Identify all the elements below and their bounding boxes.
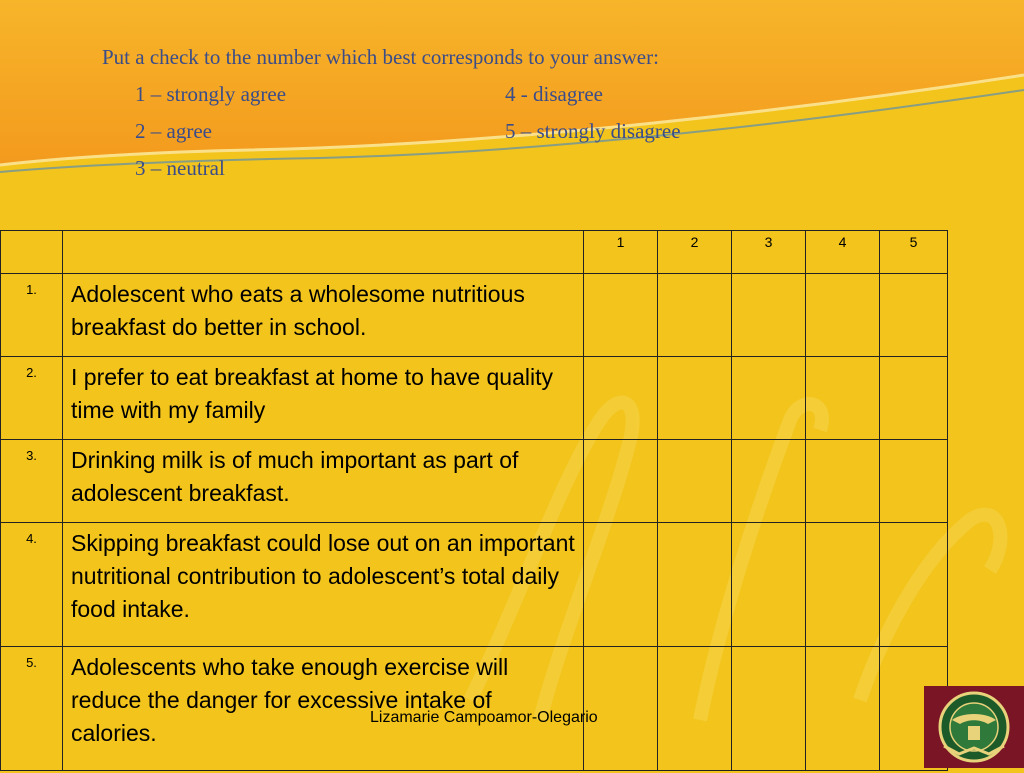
answer-cell-5[interactable] [880,523,948,647]
row-number: 2. [1,357,63,440]
answer-cell-2[interactable] [658,440,732,523]
answer-cell-4[interactable] [806,440,880,523]
table-header-row [1,231,948,274]
row-number: 5. [1,647,63,771]
answer-cell-1[interactable] [584,274,658,357]
answer-cell-3[interactable] [732,523,806,647]
answer-cell-4[interactable] [806,647,880,771]
survey-table [0,230,948,771]
author-footer: Lizamarie Campoamor-Olegario [370,709,598,726]
answer-cell-3[interactable] [732,357,806,440]
answer-cell-5[interactable] [880,274,948,357]
row-statement: Adolescent who eats a wholesome nutritious breakfast do better in school. [63,274,584,357]
column-header-3: 3 [732,231,806,274]
scale-item-3: 3 – neutral [135,156,225,180]
answer-cell-2[interactable] [658,523,732,647]
answer-cell-1[interactable] [584,523,658,647]
table-row [1,274,948,357]
row-number: 3. [1,440,63,523]
table-row [1,523,948,647]
answer-cell-5[interactable] [880,357,948,440]
table-row [1,440,948,523]
table-row [1,357,948,440]
scale-item-5: 5 – strongly disagree [505,119,681,143]
scale-item-4: 4 - disagree [505,82,603,106]
scale-item-2: 2 – agree [135,119,212,143]
answer-cell-4[interactable] [806,357,880,440]
answer-cell-3[interactable] [732,440,806,523]
row-statement: Adolescents who take enough exercise will reduce the danger for excessive intake of calories. [63,647,584,771]
answer-cell-2[interactable] [658,357,732,440]
header-cell-blank [1,231,63,274]
column-header-1: 1 [584,231,658,274]
answer-cell-1[interactable] [584,357,658,440]
instructions-heading: Put a check to the number which best corresponds to your answer: [102,45,659,69]
column-header-2: 2 [658,231,732,274]
row-number: 1. [1,274,63,357]
row-number: 4. [1,523,63,647]
scale-item-1: 1 – strongly agree [135,82,287,106]
row-statement: I prefer to eat breakfast at home to have quality time with my family [63,357,584,440]
answer-cell-2[interactable] [658,274,732,357]
instructions [0,0,1024,200]
column-header-5: 5 [880,231,948,274]
column-header-4: 4 [806,231,880,274]
answer-cell-4[interactable] [806,523,880,647]
header-cell-blank [63,231,584,274]
row-statement: Skipping breakfast could lose out on an important nutritional contribution to adolescent’s total daily food intake. [63,523,584,647]
answer-cell-2[interactable] [658,647,732,771]
answer-cell-3[interactable] [732,274,806,357]
university-seal-icon [924,686,1024,768]
answer-cell-5[interactable] [880,440,948,523]
answer-cell-4[interactable] [806,274,880,357]
answer-cell-3[interactable] [732,647,806,771]
row-statement: Drinking milk is of much important as part of adolescent breakfast. [63,440,584,523]
answer-cell-1[interactable] [584,440,658,523]
